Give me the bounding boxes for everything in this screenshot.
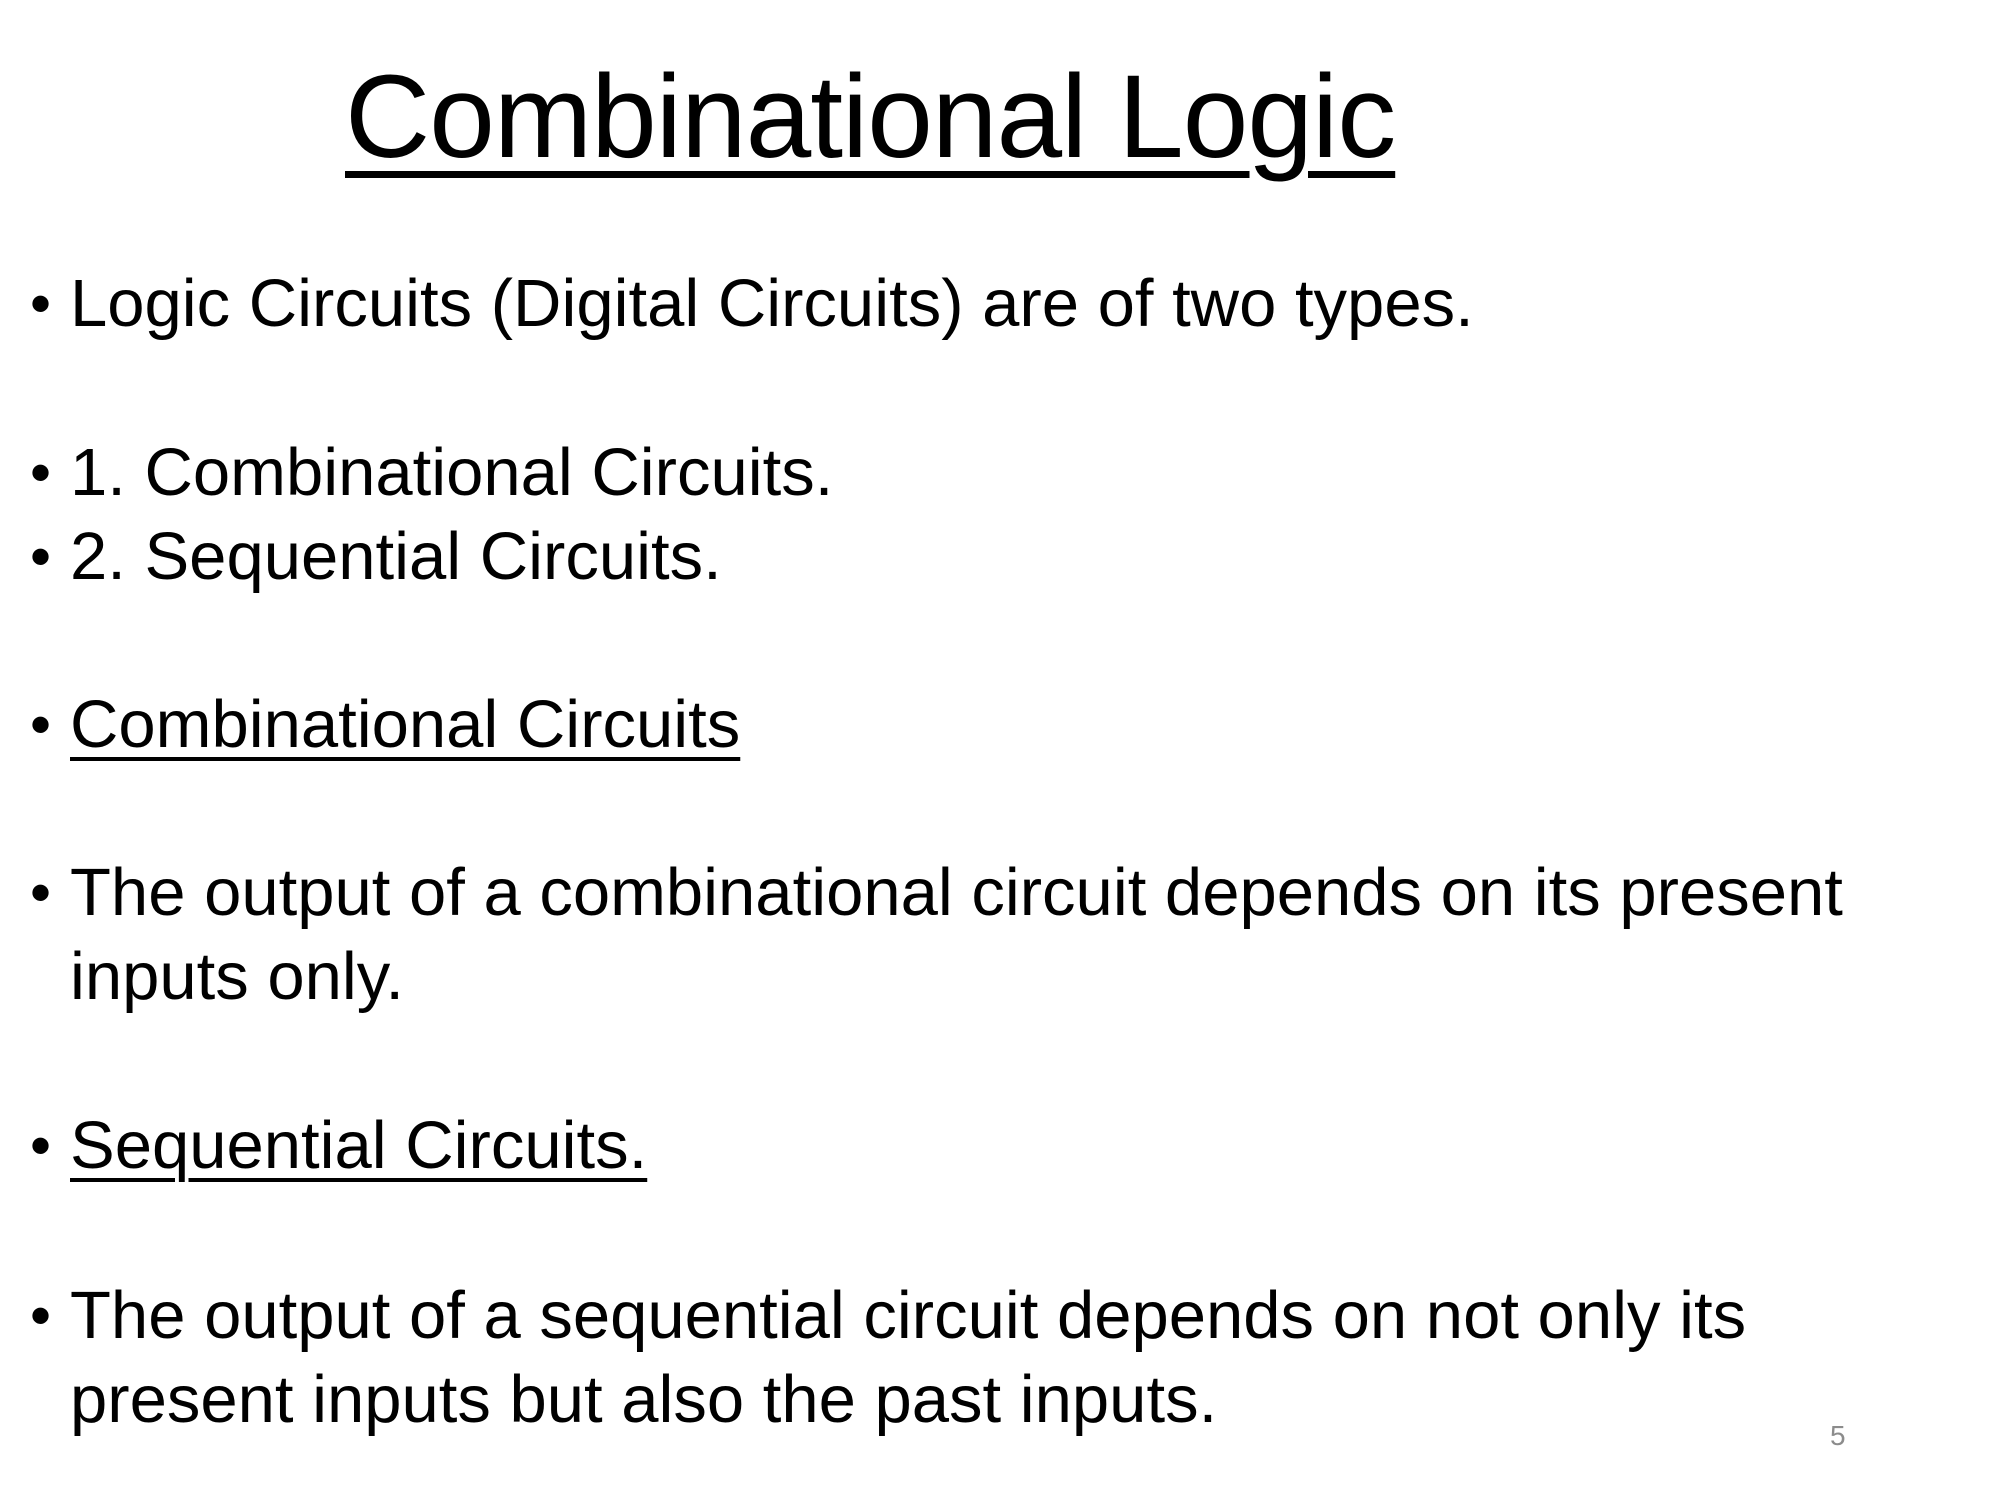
- bullet-dot: •: [30, 1282, 52, 1349]
- bullet-text-line2: present inputs but also the past inputs.: [70, 1362, 1218, 1437]
- bullet-text: 1. Combinational Circuits.: [70, 435, 834, 510]
- bullet-text-line1: The output of a combinational circuit depends on its present: [70, 855, 1843, 930]
- bullet-dot: •: [30, 270, 52, 337]
- bullet-dot: •: [30, 1112, 52, 1179]
- bullet-text: 2. Sequential Circuits.: [70, 519, 722, 594]
- page-number: 5: [1830, 1420, 1846, 1451]
- slide-title: Combinational Logic: [345, 51, 1396, 183]
- bullet-text: Logic Circuits (Digital Circuits) are of two types.: [70, 266, 1474, 341]
- bullet-text-line2: inputs only.: [70, 939, 404, 1014]
- bullet-text-line1: The output of a sequential circuit depends on not only its: [70, 1278, 1747, 1353]
- bullet-item: [30, 431, 833, 515]
- bullet-item-heading: [30, 683, 740, 767]
- bullet-dot: •: [30, 691, 52, 758]
- bullet-dot: •: [30, 523, 52, 590]
- bullet-item: [30, 1274, 1746, 1442]
- bullet-dot: •: [30, 859, 52, 926]
- bullet-item: [30, 515, 722, 599]
- bullet-item: [30, 851, 1843, 1019]
- bullet-item-heading: [30, 1104, 647, 1188]
- bullet-dot: •: [30, 439, 52, 506]
- section-heading-combinational: Combinational Circuits: [70, 687, 741, 762]
- bullet-item: [30, 262, 1474, 346]
- section-heading-sequential: Sequential Circuits.: [70, 1108, 648, 1183]
